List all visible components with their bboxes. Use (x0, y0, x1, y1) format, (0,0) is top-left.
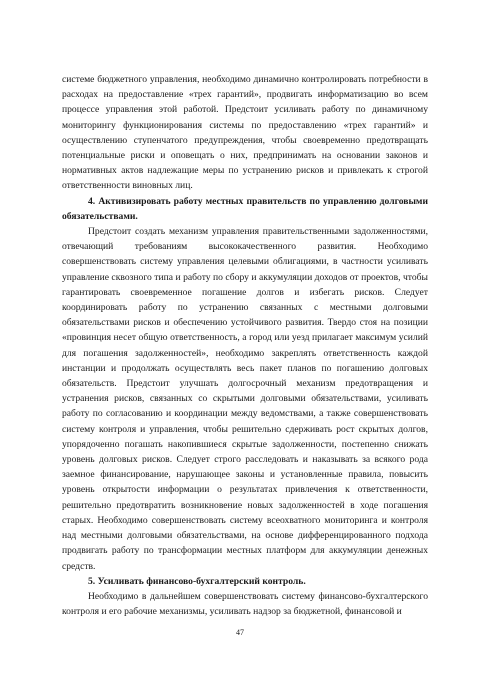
paragraph-section-4: Предстоит создать механизм управления правительственными задолженностями, отвечающий требованиям высококачественного развития. Необходимо совершенствовать систему управления целевыми облигациями, в частности усиливать управление сквозного типа и работу по сбору и аккумуляции доходов от проектов, чтобы гарантировать своевременное погашение долгов и избегать рисков. Следует координировать работу по устранению связанных с местными долговыми обязательствами рисков и обеспечению устойчивого развития. Твердо стоя на позиции «провинция несет общую ответственность, а город или уезд прилагает максимум усилий для погашения задолженностей», необходимо закреплять ответственность каждой инстанции и продолжать осуществлять весь пакет планов по погашению долговых обязательств. Предстоит улучшать долгосрочный механизм предотвращения и устранения рисков, связанных со скрытыми долговыми обязательствами, усиливать работу по согласованию и координации между ведомствами, а также совершенствовать систему контроля и управления, чтобы решительно сдерживать рост скрытых долгов, упорядоченно погашать накопившиеся скрытые задолженности, постепенно снижать уровень долговых рисков. Следует строго расследовать и наказывать за всякого рода заемное финансирование, нарушающее законы и установленные правила, повысить уровень открытости информации о результатах привлечения к ответственности, решительно предотвратить возникновение новых задолженностей в ходе погашения старых. Необходимо совершенствовать систему всеохватного мониторинга и контроля над местными долговыми обязательствами, на основе дифференцированного подхода продвигать работу по трансформации местных платформ для аккумуляции денежных средств. (62, 226, 428, 572)
paragraph-section-5: Необходимо в дальнейшем совершенствовать систему финансово-бухгалтерского контроля и его рабочие механизмы, усиливать надзор за бюджетной, финансовой и (62, 590, 428, 618)
section-heading-4: 4. Активизировать работу местных правительств по управлению долговыми обязательствами. (62, 195, 428, 222)
paragraph-continuation: системе бюджетного управления, необходимо динамично контролировать потребности в расходах на предоставление «трех гарантий», продвигать информатизацию во всем процессе управления этой работой. Предстоит усиливать работу по динамичному мониторингу функционирования системы по предоставлению «трех гарантий» и осуществлению ступенчатого предупреждения, чтобы своевременно предотвращать потенциальные риски и оповещать о них, предпринимать на основании законов и нормативных актов надлежащие меры по устранению рисков и привлекать к строгой ответственности виновных лиц. (62, 74, 428, 192)
section-heading-5: 5. Усиливать финансово-бухгалтерский контроль. (88, 575, 306, 587)
page-number: 47 (236, 628, 244, 637)
